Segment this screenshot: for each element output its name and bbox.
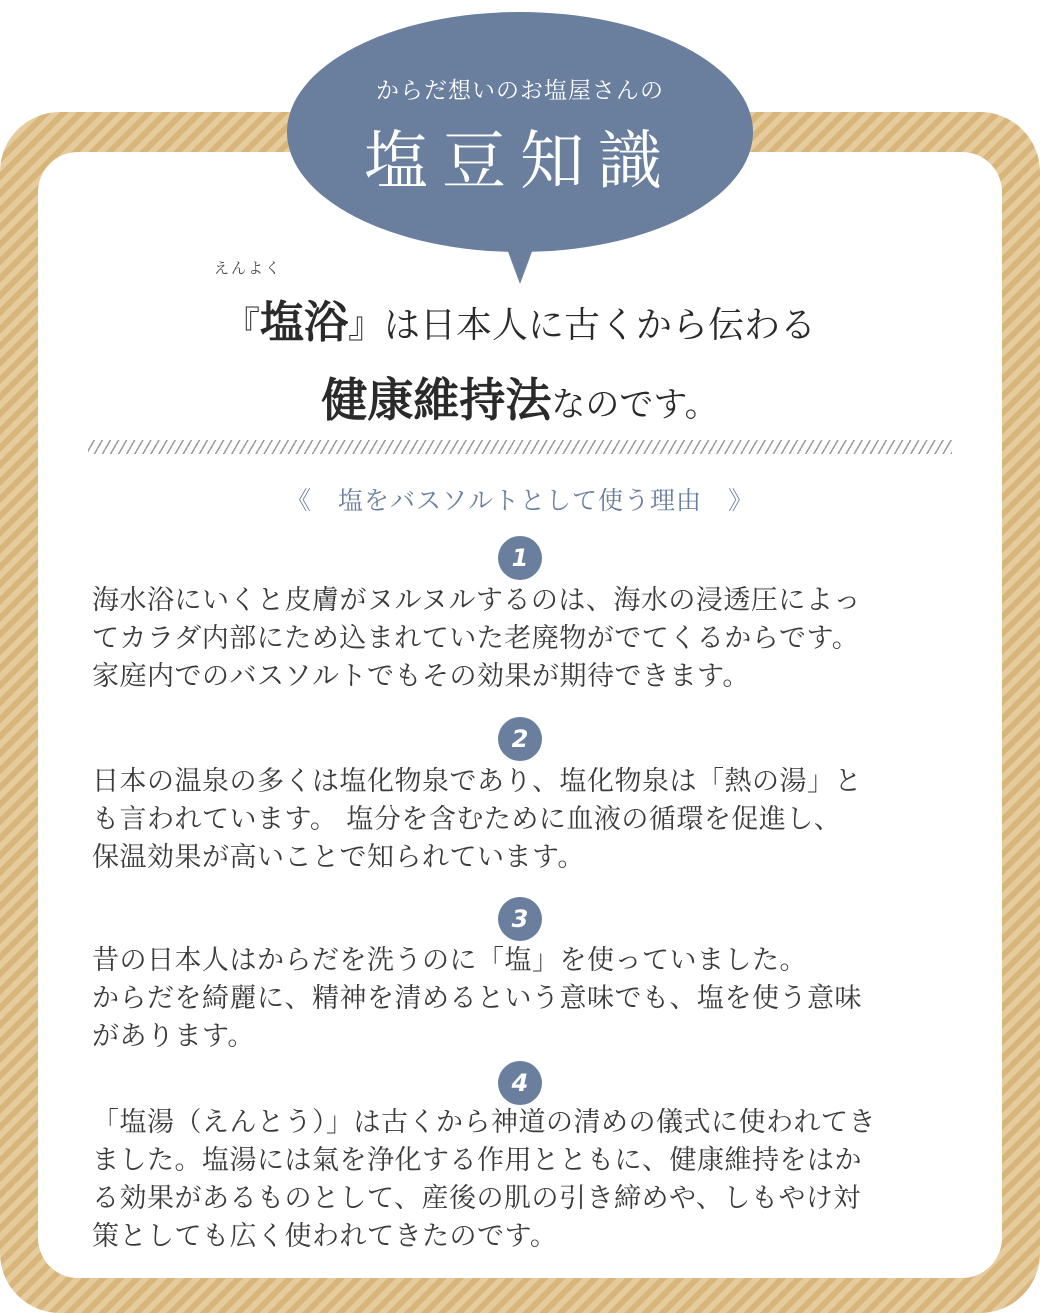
reason-text-line: 日本の温泉の多くは塩化物泉であり、塩化物泉は「熱の湯」と bbox=[92, 766, 862, 797]
headline-line-1 bbox=[0, 286, 1040, 350]
headline-line-2 bbox=[0, 364, 1040, 430]
headline-ruby: えんよく bbox=[213, 259, 282, 277]
speech-bubble-tail bbox=[503, 238, 537, 284]
bubble-title: 塩豆知識 bbox=[364, 125, 676, 199]
reason-text-line: る効果があるものとして、産後の肌の引き締めや、しもやけ対 bbox=[92, 1183, 861, 1214]
reason-text-line: 海水浴にいくと皮膚がヌルヌルするのは、海水の浸透圧によっ bbox=[92, 585, 861, 616]
reason-text bbox=[92, 1104, 952, 1256]
headline-open-bracket: 『 bbox=[223, 305, 260, 346]
reason-number-badge: 2 bbox=[498, 717, 542, 761]
reason-number-badge: 3 bbox=[498, 897, 542, 941]
reason-text-line: 家庭内でのバスソルトでもその効果が期待できます。 bbox=[92, 661, 750, 692]
reason-text-line: ました。塩湯には氣を浄化する作用とともに、健康維持をはか bbox=[92, 1145, 862, 1176]
reason-text-line: 保温効果が高いことで知られています。 bbox=[92, 842, 585, 873]
reason-number-badge: 4 bbox=[498, 1061, 542, 1105]
headline-rest-1: は日本人に古くから伝わる bbox=[384, 305, 817, 346]
reason-text bbox=[92, 763, 952, 877]
reason-text bbox=[92, 582, 952, 696]
reasons-title: 《 塩をバスソルトとして使う理由 》 bbox=[285, 486, 754, 515]
reason-text-line: からだを綺麗に、精神を清めるという意味でも、塩を使う意味 bbox=[92, 983, 862, 1014]
bubble-subtitle: からだ想いのお塩屋さんの bbox=[376, 78, 664, 104]
reason-text-line: 「塩湯（えんとう）」は古くから神道の清めの儀式に使われてき bbox=[92, 1107, 876, 1138]
headline-rest-2: なのです。 bbox=[551, 385, 719, 425]
headline-close-bracket: 』 bbox=[347, 305, 384, 346]
headline-emphasis-1: 塩浴 bbox=[259, 297, 348, 348]
reason-text-line: があります。 bbox=[92, 1021, 255, 1052]
hatched-divider bbox=[88, 440, 952, 454]
headline-emphasis-2: 健康維持法 bbox=[321, 373, 552, 427]
reason-text-line: 昔の日本人はからだを洗うのに「塩」を使っていました。 bbox=[92, 945, 807, 976]
reason-text bbox=[92, 942, 952, 1056]
reason-text-line: てカラダ内部にため込まれていた老廃物がでてくるからです。 bbox=[92, 623, 860, 654]
reason-text-line: 策としても広く使われてきたのです。 bbox=[92, 1221, 558, 1252]
reason-number-badge: 1 bbox=[498, 536, 542, 580]
reason-text-line: も言われています。 塩分を含むために血液の循環を促進し、 bbox=[92, 804, 842, 835]
